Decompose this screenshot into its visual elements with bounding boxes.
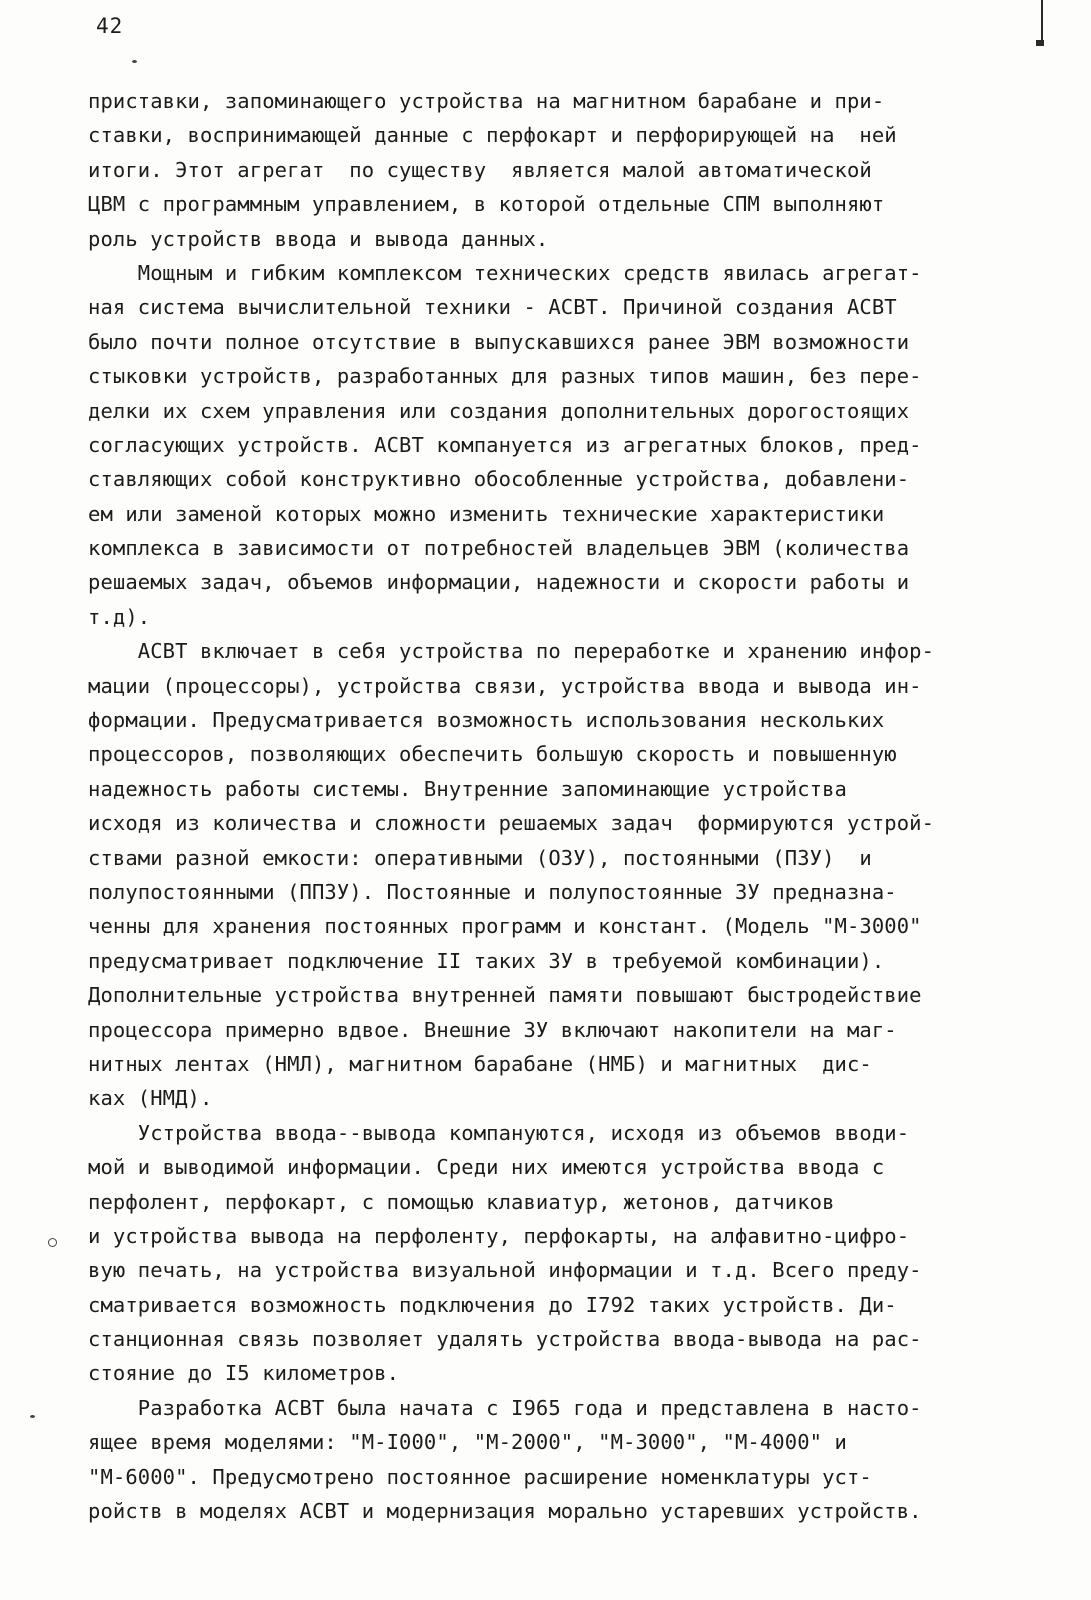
page-number: 42 (96, 14, 124, 38)
text-line: ставляющих собой конструктивно обособленные устройства, добавлени- (88, 467, 910, 492)
text-line: и устройства вывода на перфоленту, перфокарты, на алфавитно-цифро- (88, 1223, 910, 1248)
margin-rule (1041, 0, 1043, 44)
text-line: надежность работы системы. Внутренние запоминающие устройства (88, 776, 847, 801)
text-line: ставки, воспринимающей данные с перфокарт и перфорирующей на ней (88, 123, 897, 148)
text-line: Устройства ввода--вывода компануются, исходя из объемов вводи- (88, 1120, 910, 1145)
text-line: ченны для хранения постоянных программ и констант. (Модель "М-3000" (88, 914, 922, 939)
text-line: ем или заменой которых можно изменить технические характеристики (88, 501, 885, 526)
paragraph (88, 256, 1013, 634)
text-line: ящее время моделями: "М-I000", "М-2000", "М-3000", "М-4000" и (88, 1430, 847, 1455)
text-line: станционная связь позволяет удалять устройства ввода-вывода на рас- (88, 1327, 922, 1352)
margin-rule-mark (1036, 40, 1044, 46)
text-line: ствами разной емкости: оперативными (ОЗУ), постоянными (ПЗУ) и (88, 845, 872, 870)
text-line: решаемых задач, объемов информации, надежности и скорости работы и (88, 570, 910, 595)
text-line: АСВТ включает в себя устройства по переработке и хранению инфор- (88, 639, 935, 664)
body-text (88, 84, 1013, 1528)
scan-speck (30, 1415, 35, 1418)
text-line: процессоров, позволяющих обеспечить большую скорость и повышенную (88, 742, 897, 767)
text-line: исходя из количества и сложности решаемых задач формируются устрой- (88, 811, 935, 836)
scan-speck (48, 1238, 57, 1247)
text-line: "М-6000". Предусмотрено постоянное расширение номенклатуры уст- (88, 1464, 872, 1489)
scan-speck (132, 60, 137, 63)
paragraph (88, 634, 1013, 1115)
paragraph (88, 1116, 1013, 1391)
text-line: согласующих устройств. АСВТ компануется из агрегатных блоков, пред- (88, 432, 922, 457)
text-line: полупостоянными (ППЗУ). Постоянные и полупостоянные ЗУ предназна- (88, 879, 897, 904)
text-line: Дополнительные устройства внутренней памяти повышают быстродействие (88, 983, 922, 1008)
text-line: стояние до I5 километров. (88, 1361, 400, 1386)
text-line: итоги. Этот агрегат по существу является малой автоматической (88, 157, 872, 182)
text-line: мации (процессоры), устройства связи, устройства ввода и вывода ин- (88, 673, 922, 698)
text-line: было почти полное отсутствие в выпускавшихся ранее ЭВМ возможности (88, 329, 910, 354)
text-line: делки их схем управления или создания дополнительных дорогостоящих (88, 398, 910, 423)
text-line: ках (НМД). (88, 1086, 213, 1111)
text-line: стыковки устройств, разработанных для разных типов машин, без пере- (88, 364, 922, 389)
text-line: ная система вычислительной техники - АСВТ. Причиной создания АСВТ (88, 295, 897, 320)
text-line: Мощным и гибким комплексом технических средств явилась агрегат- (88, 260, 922, 285)
text-line: перфолент, перфокарт, с помощью клавиатур, жетонов, датчиков (88, 1189, 835, 1214)
text-line: сматривается возможность подключения до I792 таких устройств. Ди- (88, 1292, 897, 1317)
text-line: комплекса в зависимости от потребностей владельцев ЭВМ (количества (88, 536, 910, 561)
text-line: нитных лентах (НМЛ), магнитном барабане (НМБ) и магнитных дис- (88, 1051, 872, 1076)
text-line: предусматривает подключение II таких ЗУ в требуемой комбинации). (88, 948, 885, 973)
text-line: вую печать, на устройства визуальной информации и т.д. Всего преду- (88, 1258, 922, 1283)
text-line: мой и выводимой информации. Среди них имеются устройства ввода с (88, 1155, 885, 1180)
text-line: формации. Предусматривается возможность использования нескольких (88, 708, 885, 733)
text-line: роль устройств ввода и вывода данных. (88, 226, 549, 251)
paragraph (88, 84, 1013, 256)
text-line: т.д). (88, 604, 151, 629)
text-line: ройств в моделях АСВТ и модернизация морально устаревших устройств. (88, 1499, 922, 1524)
paragraph (88, 1391, 1013, 1529)
text-line: ЦВМ с программным управлением, в которой отдельные СПМ выполняют (88, 192, 885, 217)
text-line: Разработка АСВТ была начата с I965 года и представлена в насто- (88, 1395, 922, 1420)
text-line: приставки, запоминающего устройства на магнитном барабане и при- (88, 89, 885, 113)
text-line: процессора примерно вдвое. Внешние ЗУ включают накопители на маг- (88, 1017, 897, 1042)
